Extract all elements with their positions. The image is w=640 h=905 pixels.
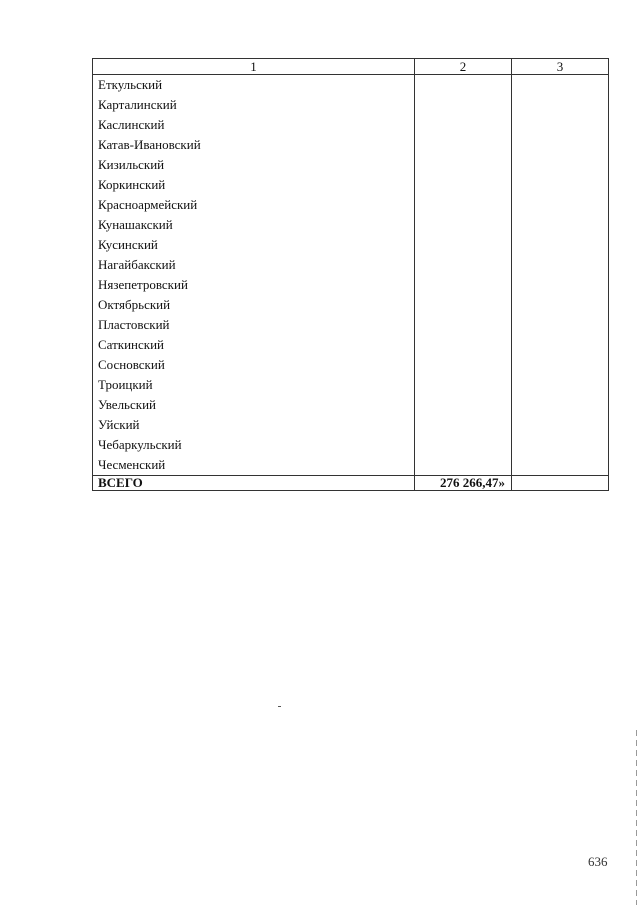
district-name: Троицкий	[93, 375, 415, 395]
table-row	[93, 315, 609, 335]
district-extra	[512, 75, 609, 96]
district-value	[415, 335, 512, 355]
table-row	[93, 455, 609, 476]
district-name: Нагайбакский	[93, 255, 415, 275]
district-value	[415, 375, 512, 395]
district-extra	[512, 295, 609, 315]
district-name: Пластовский	[93, 315, 415, 335]
district-name: Еткульский	[93, 75, 415, 96]
scan-edge-mark	[636, 730, 637, 905]
district-extra	[512, 375, 609, 395]
table-row	[93, 435, 609, 455]
district-value	[415, 355, 512, 375]
district-value	[415, 135, 512, 155]
table-row	[93, 195, 609, 215]
district-value	[415, 255, 512, 275]
table-row	[93, 235, 609, 255]
district-value	[415, 115, 512, 135]
district-name: Катав-Ивановский	[93, 135, 415, 155]
district-value	[415, 455, 512, 476]
table-body	[93, 75, 609, 476]
district-name: Чебаркульский	[93, 435, 415, 455]
table-row	[93, 215, 609, 235]
total-label: ВСЕГО	[93, 476, 415, 491]
district-value	[415, 235, 512, 255]
district-name: Октябрьский	[93, 295, 415, 315]
district-value	[415, 415, 512, 435]
scan-speck	[278, 706, 281, 707]
district-name: Кизильский	[93, 155, 415, 175]
district-name: Коркинский	[93, 175, 415, 195]
district-value	[415, 275, 512, 295]
district-table	[92, 58, 609, 491]
column-header-1: 1	[93, 59, 415, 75]
district-extra	[512, 175, 609, 195]
district-extra	[512, 255, 609, 275]
table-row	[93, 335, 609, 355]
district-value	[415, 215, 512, 235]
table-row	[93, 415, 609, 435]
district-value	[415, 195, 512, 215]
district-extra	[512, 335, 609, 355]
district-name: Сосновский	[93, 355, 415, 375]
district-extra	[512, 315, 609, 335]
total-row	[93, 476, 609, 491]
district-name: Кусинский	[93, 235, 415, 255]
district-name: Саткинский	[93, 335, 415, 355]
district-value	[415, 435, 512, 455]
column-header-3: 3	[512, 59, 609, 75]
district-name: Карталинский	[93, 95, 415, 115]
district-extra	[512, 455, 609, 476]
table-row	[93, 75, 609, 96]
district-value	[415, 175, 512, 195]
table-header-row	[93, 59, 609, 75]
table-row	[93, 395, 609, 415]
district-name: Уйский	[93, 415, 415, 435]
district-extra	[512, 235, 609, 255]
table-row	[93, 95, 609, 115]
table-row	[93, 375, 609, 395]
total-value: 276 266,47»	[415, 476, 512, 491]
district-extra	[512, 215, 609, 235]
district-extra	[512, 195, 609, 215]
district-value	[415, 95, 512, 115]
table-row	[93, 155, 609, 175]
column-header-2: 2	[415, 59, 512, 75]
district-value	[415, 75, 512, 96]
district-value	[415, 395, 512, 415]
district-extra	[512, 155, 609, 175]
page-number: 636	[588, 854, 608, 869]
table-row	[93, 275, 609, 295]
district-name: Кунашакский	[93, 215, 415, 235]
district-value	[415, 155, 512, 175]
district-name: Нязепетровский	[93, 275, 415, 295]
district-extra	[512, 135, 609, 155]
district-value	[415, 315, 512, 335]
district-extra	[512, 115, 609, 135]
district-extra	[512, 275, 609, 295]
table-row	[93, 175, 609, 195]
table-row	[93, 355, 609, 375]
district-name: Чесменский	[93, 455, 415, 476]
district-extra	[512, 415, 609, 435]
district-extra	[512, 435, 609, 455]
district-extra	[512, 95, 609, 115]
district-extra	[512, 395, 609, 415]
district-name: Каслинский	[93, 115, 415, 135]
table-row	[93, 255, 609, 275]
table-row	[93, 115, 609, 135]
district-name: Красноармейский	[93, 195, 415, 215]
district-extra	[512, 355, 609, 375]
district-value	[415, 295, 512, 315]
district-name: Увельский	[93, 395, 415, 415]
total-extra	[512, 476, 609, 491]
table-row	[93, 295, 609, 315]
table-row	[93, 135, 609, 155]
